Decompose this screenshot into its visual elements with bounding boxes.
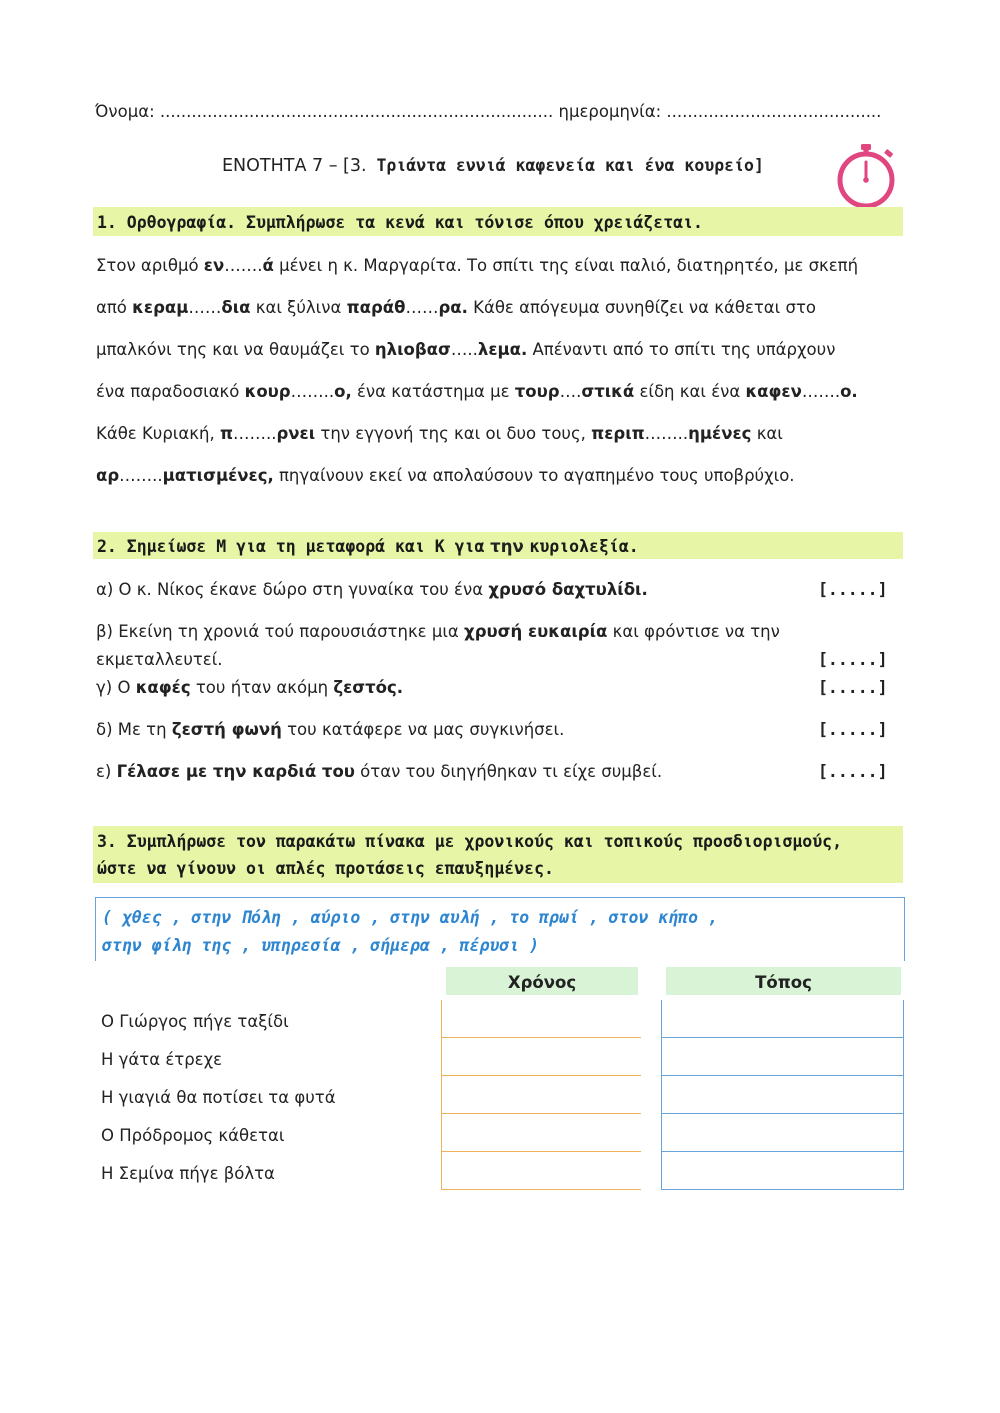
section1-line-seg: παράθ — [346, 298, 406, 317]
section1-line-seg: Κάθε Κυριακή, — [96, 424, 220, 443]
section2-item-seg: ε) — [96, 762, 117, 781]
section2-item-seg: β) Εκείνη τη χρονιά τού παρουσιάστηκε μια — [96, 622, 465, 641]
section2-heading-a: 2. Σημείωσε Μ για τη μεταφορά και Κ για — [97, 537, 485, 556]
section1-line-seg: λεμα. — [477, 340, 528, 359]
section2-item-seg: γ) Ο — [96, 678, 136, 697]
column-header-place: Τόπος — [666, 967, 901, 995]
section2-heading-b: την — [484, 537, 530, 556]
section1-line-seg: Κάθε απόγευμα συνηθίζει να κάθεται στο — [467, 298, 816, 317]
section1-line-seg: περιπ — [591, 424, 645, 443]
section2-item-line — [96, 650, 223, 669]
section1-line-seg: ά — [262, 256, 274, 275]
section1-line-seg: ρνει — [276, 424, 316, 443]
answer-bracket-c[interactable]: [.....] — [818, 678, 888, 697]
section1-line-seg: εν — [203, 256, 225, 275]
answer-bracket-d[interactable]: [.....] — [818, 720, 888, 739]
section2-heading-bar — [93, 532, 903, 559]
section1-line-seg: και ξύλινα — [250, 298, 347, 317]
section1-line — [96, 340, 906, 359]
section1-line-seg: ……. — [801, 382, 841, 401]
section1-line-seg: ημένες — [688, 424, 752, 443]
table-row-sentence: Η Σεμίνα πήγε βόλτα — [101, 1164, 275, 1183]
section1-line-seg: αρ — [96, 466, 120, 485]
section1-line-seg: τουρ — [514, 382, 560, 401]
section1-line-seg: Απέναντι από το σπίτι της υπάρχουν — [527, 340, 836, 359]
word-bank-line2: στην φίλη της , υπηρεσία , σήμερα , πέρυσι ) — [102, 936, 540, 955]
section1-line-seg: στικά — [581, 382, 635, 401]
section1-line-seg: μπαλκόνι της και να θαυμάζει το — [96, 340, 375, 359]
table-row-sentence: Ο Γιώργος πήγε ταξίδι — [101, 1012, 289, 1031]
section1-line-seg: …. — [559, 382, 582, 401]
section1-line-seg: ο. — [840, 382, 858, 401]
section1-line — [96, 424, 906, 443]
section1-line-seg: είδη και ένα — [634, 382, 746, 401]
section2-heading — [97, 537, 639, 557]
section1-line-seg: κεραμ — [132, 298, 189, 317]
section2-item-seg: α) Ο κ. Νίκος έκανε δώρο στη γυναίκα του ένα — [96, 580, 489, 599]
answer-bracket-a[interactable]: [.....] — [818, 580, 888, 599]
section1-line-seg: π — [219, 424, 233, 443]
section2-heading-c: κυριολεξία. — [529, 537, 639, 556]
name-date-line: Όνομα: ........................................................................... ημερομηνία: ......................................... — [95, 102, 882, 121]
section1-line — [96, 382, 906, 401]
table-row-sentence: Η γάτα έτρεχε — [101, 1050, 223, 1069]
section1-line — [96, 256, 906, 275]
section2-item-seg: ζεστός. — [333, 678, 404, 697]
word-bank-box — [95, 897, 905, 961]
stopwatch-icon — [832, 142, 904, 212]
answer-bracket-e[interactable]: [.....] — [818, 762, 888, 781]
answer-bracket-b[interactable]: [.....] — [818, 650, 888, 669]
section1-line-seg: Στον αριθμό — [96, 256, 204, 275]
section1-line-seg: μένει η κ. Μαργαρίτα. Το σπίτι της είναι παλιό, διατηρητέο, με σκεπή — [273, 256, 859, 275]
section1-line-seg: ένα παραδοσιακό — [96, 382, 245, 401]
section1-line-seg: δια — [221, 298, 251, 317]
section1-line-seg: κουρ — [244, 382, 291, 401]
section1-line-seg: ματισμένες, — [162, 466, 274, 485]
section2-item-seg: και φρόντισε να την — [607, 622, 780, 641]
place-answer-cell[interactable] — [661, 1152, 904, 1190]
section1-line — [96, 466, 906, 485]
section1-line-seg: …….. — [233, 424, 277, 443]
section2-item-line — [96, 580, 648, 599]
section1-line-seg: ……. — [224, 256, 263, 275]
section1-line-seg: από — [96, 298, 133, 317]
section1-line-seg: …… — [188, 298, 222, 317]
time-answer-cell[interactable] — [441, 1000, 641, 1038]
section1-line-seg: πηγαίνουν εκεί να απολαύσουν το αγαπημένο τους υποβρύχιο. — [273, 466, 795, 485]
place-answer-cell[interactable] — [661, 1038, 904, 1076]
section1-heading: 1. Ορθογραφία. Συμπλήρωσε τα κενά και τόνισε όπου χρειάζεται. — [97, 213, 703, 232]
section2-item-seg: του κατάφερε να μας συγκινήσει. — [281, 720, 565, 739]
section2-item-seg: ζεστή φωνή — [171, 720, 282, 739]
section2-item-line — [96, 622, 780, 641]
section2-item-line — [96, 762, 662, 781]
place-answer-cell[interactable] — [661, 1076, 904, 1114]
time-answer-cell[interactable] — [441, 1152, 641, 1190]
unit-title-main: Τριάντα εννιά καφενεία και ένα κουρείο] — [366, 156, 764, 175]
time-answer-cell[interactable] — [441, 1038, 641, 1076]
section1-line-seg: ηλιοβασ — [374, 340, 451, 359]
place-answer-cell[interactable] — [661, 1000, 904, 1038]
section1-line-seg: την εγγονή της και οι δυο τους, — [315, 424, 592, 443]
section2-item-seg: του ήταν ακόμη — [190, 678, 334, 697]
column-header-time: Χρόνος — [446, 967, 638, 995]
table-row-sentence: Ο Πρόδρομος κάθεται — [101, 1126, 285, 1145]
section2-item-seg: Γέλασε με την καρδιά του — [116, 762, 355, 781]
section2-item-seg: δ) Με τη — [96, 720, 172, 739]
table-row-sentence: Η γιαγιά θα ποτίσει τα φυτά — [101, 1088, 336, 1107]
section2-item-seg: χρυσό δαχτυλίδι. — [488, 580, 648, 599]
section2-item-line — [96, 720, 564, 739]
section1-line — [96, 298, 906, 317]
section1-line-seg: …… — [405, 298, 439, 317]
section2-item-seg: καφές — [135, 678, 191, 697]
section1-line-seg: ρα. — [438, 298, 468, 317]
section1-line-seg: ….. — [450, 340, 478, 359]
time-answer-cell[interactable] — [441, 1114, 641, 1152]
place-answer-cell[interactable] — [661, 1114, 904, 1152]
section1-line-seg: ο, — [334, 382, 352, 401]
section1-line-seg: …….. — [644, 424, 689, 443]
section1-line-seg: και — [751, 424, 783, 443]
section2-item-line — [96, 678, 403, 697]
section2-item-seg: όταν του διηγήθηκαν τι είχε συμβεί. — [354, 762, 663, 781]
section1-heading-bar — [93, 207, 903, 236]
time-answer-cell[interactable] — [441, 1076, 641, 1114]
section2-item-seg: χρυσή ευκαιρία — [464, 622, 608, 641]
section3-heading-line1: 3. Συμπλήρωσε τον παρακάτω πίνακα με χρονικούς και τοπικούς προσδιορισμούς, — [97, 832, 843, 851]
section3-heading-bar — [93, 826, 903, 883]
section2-item-seg: εκμεταλλευτεί. — [96, 650, 223, 669]
section1-line-seg: …….. — [290, 382, 335, 401]
unit-title-prefix: ΕΝΟΤΗΤΑ 7 – [3. — [222, 156, 367, 176]
word-bank-line1: ( χθες , στην Πόλη , αύριο , στην αυλή , το πρωί , στον κήπο , — [102, 908, 718, 927]
section3-heading-line2: ώστε να γίνουν οι απλές προτάσεις επαυξημένες. — [97, 859, 554, 878]
unit-title — [222, 156, 764, 176]
section1-line-seg: …….. — [119, 466, 163, 485]
section1-line-seg: καφεν — [745, 382, 802, 401]
section1-line-seg: ένα κατάστημα με — [351, 382, 515, 401]
